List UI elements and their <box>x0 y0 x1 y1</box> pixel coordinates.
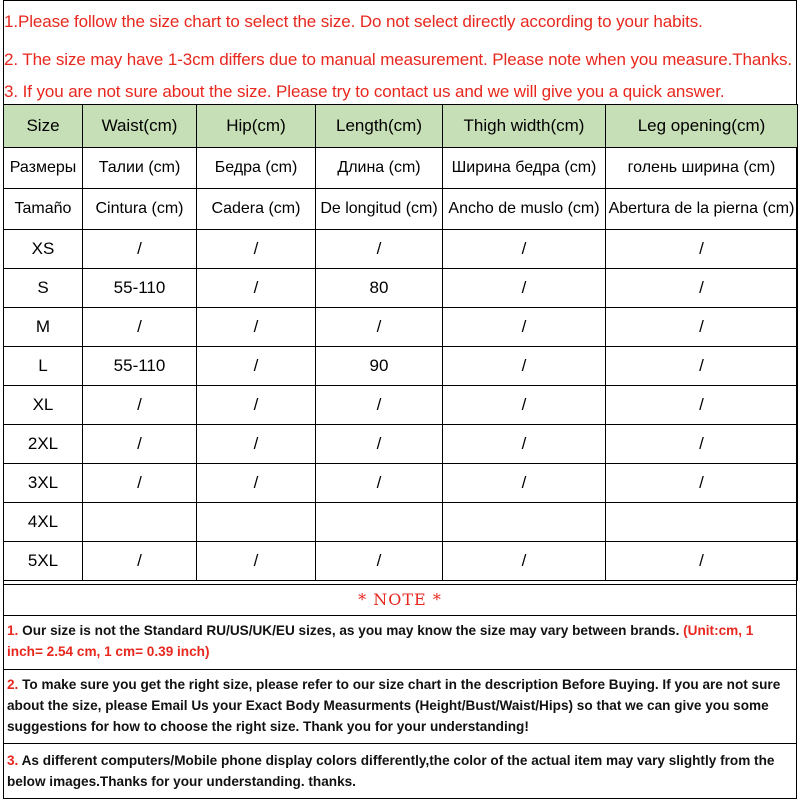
cell-waist: / <box>83 464 197 503</box>
cell-leg-opening: / <box>606 230 798 269</box>
table-row <box>4 308 798 347</box>
cell-waist: / <box>83 386 197 425</box>
top-note-2: 2. The size may have 1-3cm differs due to manual measurement. Please note when you measure.Thanks. <box>4 50 793 69</box>
cell-waist: / <box>83 425 197 464</box>
top-note-3: 3. If you are not sure about the size. Please try to contact us and we will give you a quick answer. <box>4 82 725 101</box>
note-divider-2 <box>3 743 797 744</box>
note-item-3 <box>7 750 787 792</box>
header-hip: Hip(cm) <box>197 105 316 148</box>
cell-hip: / <box>197 269 316 308</box>
cell-hip <box>197 503 316 542</box>
table-row <box>4 269 798 308</box>
cell-leg-opening: / <box>606 542 798 581</box>
note-top-divider <box>3 584 797 585</box>
cell-thigh-width: / <box>443 347 606 386</box>
cell-hip: / <box>197 464 316 503</box>
cell-leg-opening <box>606 503 798 542</box>
header-ru-leg-opening: голень ширина (cm) <box>606 148 798 189</box>
cell-size: L <box>4 347 83 386</box>
note-title-divider <box>3 615 797 616</box>
cell-waist: / <box>83 542 197 581</box>
cell-waist: 55-110 <box>83 347 197 386</box>
cell-leg-opening: / <box>606 308 798 347</box>
note-item-1-number: 1. <box>7 623 19 638</box>
cell-hip: / <box>197 308 316 347</box>
note-item-1-text: Our size is not the Standard RU/US/UK/EU sizes, as you may know the size may vary between brands. <box>18 623 684 638</box>
cell-length <box>316 503 443 542</box>
header-ru-thigh-width: Ширина бедра (cm) <box>443 148 606 189</box>
cell-length: 90 <box>316 347 443 386</box>
cell-length: / <box>316 464 443 503</box>
cell-thigh-width <box>443 503 606 542</box>
size-table <box>3 104 798 581</box>
cell-size: 3XL <box>4 464 83 503</box>
note-item-2 <box>7 674 787 737</box>
cell-size: XL <box>4 386 83 425</box>
cell-waist: / <box>83 230 197 269</box>
header-leg-opening: Leg opening(cm) <box>606 105 798 148</box>
cell-length: / <box>316 542 443 581</box>
top-note-1: 1.Please follow the size chart to select the size. Do not select directly according to your habits. <box>4 12 703 31</box>
table-row <box>4 464 798 503</box>
note-divider-1 <box>3 669 797 670</box>
cell-leg-opening: / <box>606 347 798 386</box>
header-row-es <box>4 189 798 230</box>
header-es-size: Tamaño <box>4 189 83 230</box>
header-length: Length(cm) <box>316 105 443 148</box>
header-es-length: De longitud (cm) <box>316 189 443 230</box>
cell-leg-opening: / <box>606 464 798 503</box>
cell-length: / <box>316 308 443 347</box>
table-row <box>4 230 798 269</box>
cell-size: 4XL <box>4 503 83 542</box>
header-es-thigh-width: Ancho de muslo (cm) <box>443 189 606 230</box>
cell-hip: / <box>197 347 316 386</box>
cell-length: / <box>316 230 443 269</box>
header-es-leg-opening: Abertura de la pierna (cm) <box>606 189 798 230</box>
note-section <box>3 584 797 799</box>
cell-hip: / <box>197 230 316 269</box>
cell-thigh-width: / <box>443 542 606 581</box>
header-ru-size: Размеры <box>4 148 83 189</box>
cell-leg-opening: / <box>606 386 798 425</box>
cell-size: 5XL <box>4 542 83 581</box>
cell-hip: / <box>197 542 316 581</box>
table-row <box>4 542 798 581</box>
note-item-1-unit: (Unit:cm, 1 inch= 2.54 cm, 1 cm= 0.39 inch) <box>7 623 754 659</box>
header-ru-waist: Талии (cm) <box>83 148 197 189</box>
header-ru-hip: Бедра (cm) <box>197 148 316 189</box>
cell-thigh-width: / <box>443 308 606 347</box>
header-row-ru <box>4 148 798 189</box>
cell-thigh-width: / <box>443 269 606 308</box>
cell-thigh-width: / <box>443 230 606 269</box>
table-row <box>4 347 798 386</box>
header-es-waist: Cintura (cm) <box>83 189 197 230</box>
note-title: * NOTE * <box>358 590 442 609</box>
cell-length: / <box>316 425 443 464</box>
cell-waist <box>83 503 197 542</box>
note-item-3-text: As different computers/Mobile phone display colors differently,the color of the actual item may vary slightly from the below images.Thanks for your understanding. thanks. <box>7 753 775 789</box>
cell-length: 80 <box>316 269 443 308</box>
cell-leg-opening: / <box>606 425 798 464</box>
cell-leg-opening: / <box>606 269 798 308</box>
header-ru-length: Длина (cm) <box>316 148 443 189</box>
header-row-en <box>4 105 798 148</box>
table-row <box>4 386 798 425</box>
table-row <box>4 425 798 464</box>
cell-size: S <box>4 269 83 308</box>
note-item-1 <box>7 620 787 662</box>
cell-size: XS <box>4 230 83 269</box>
table-row <box>4 503 798 542</box>
header-size: Size <box>4 105 83 148</box>
header-thigh-width: Thigh width(cm) <box>443 105 606 148</box>
cell-waist: 55-110 <box>83 269 197 308</box>
note-item-2-text: To make sure you get the right size, please refer to our size chart in the description Before Buying. If you are not sure about the size, please Email Us your Exact Body Measurments (Height/Bust/Waist/Hips) so that we can give you some suggestions for how to choose the right size. Thank you for your understanding! <box>7 677 781 734</box>
cell-length: / <box>316 386 443 425</box>
header-waist: Waist(cm) <box>83 105 197 148</box>
cell-hip: / <box>197 425 316 464</box>
cell-size: 2XL <box>4 425 83 464</box>
cell-hip: / <box>197 386 316 425</box>
header-es-hip: Cadera (cm) <box>197 189 316 230</box>
cell-thigh-width: / <box>443 425 606 464</box>
cell-waist: / <box>83 308 197 347</box>
cell-size: M <box>4 308 83 347</box>
cell-thigh-width: / <box>443 464 606 503</box>
note-item-2-number: 2. <box>7 677 19 692</box>
note-item-3-number: 3. <box>7 753 19 768</box>
cell-thigh-width: / <box>443 386 606 425</box>
